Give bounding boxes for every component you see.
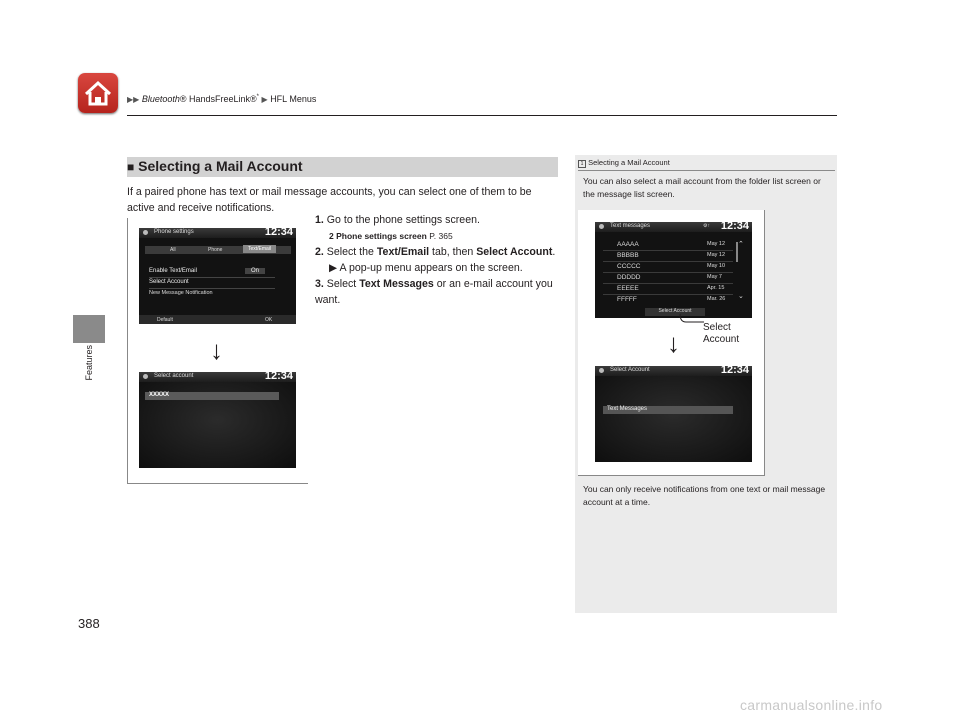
tab-phone[interactable]: Phone	[208, 247, 223, 253]
message-row[interactable]: CCCCC May 10	[603, 262, 733, 273]
back-icon[interactable]	[599, 224, 604, 229]
select-account-popup-screen	[595, 366, 752, 462]
settings-row-enable[interactable]: Enable Text/Email On	[149, 268, 275, 278]
side-note-divider	[578, 170, 835, 171]
message-row[interactable]: AAAAA May 12	[603, 240, 733, 251]
side-note-text-1: You can also select a mail account from the folder list screen or the message list screen.	[583, 176, 821, 199]
watermark: carmanualsonline.info	[740, 697, 883, 713]
section-title	[127, 158, 303, 174]
reference-link[interactable]: 2 Phone settings screen P. 365	[329, 231, 453, 241]
settings-row-notification[interactable]: New Message Notification	[149, 290, 213, 296]
breadcrumb-arrow-icon: ▶	[261, 95, 268, 104]
square-bullet-icon: ■	[127, 160, 135, 174]
breadcrumb-bluetooth[interactable]: Bluetooth	[141, 94, 180, 104]
select-account-callout: Select Account	[703, 322, 740, 345]
select-account-button[interactable]: Select Account	[645, 308, 705, 316]
ok-button[interactable]: OK	[265, 317, 273, 323]
clock: 12:34	[264, 372, 293, 382]
signal-icon: ⚙↑	[703, 223, 710, 229]
breadcrumb-arrow-icon: ▶▶	[127, 95, 140, 104]
page-number: 388	[78, 616, 100, 631]
step-2: 2. Select the Text/Email tab, then Select Account.	[315, 246, 556, 258]
note-marker-icon: 1	[578, 160, 586, 168]
message-row[interactable]: BBBBB May 12	[603, 251, 733, 262]
step-1: 1. Go to the phone settings screen.	[315, 214, 480, 226]
screen-title: Text messages	[610, 223, 651, 229]
scrollbar[interactable]	[736, 242, 738, 262]
breadcrumb	[127, 94, 316, 104]
steps-list	[315, 212, 565, 308]
default-button[interactable]: Default	[157, 317, 173, 323]
tab-text-email[interactable]: Text/Email	[243, 245, 276, 253]
phone-settings-screen	[139, 228, 296, 324]
ref-arrow-icon: 2	[329, 231, 334, 241]
back-icon[interactable]	[143, 374, 148, 379]
tab-all[interactable]: All	[170, 247, 176, 253]
screen-title: Select Account	[610, 367, 650, 373]
text-messages-option[interactable]: Text Messages	[603, 406, 733, 414]
account-item[interactable]: XXXXX	[145, 392, 279, 400]
screen-title: Phone settings	[154, 229, 194, 235]
header-divider	[127, 115, 837, 116]
sidebar-tab-marker	[73, 315, 105, 343]
clock: 12:34	[264, 228, 293, 238]
tab-bar	[145, 246, 291, 254]
breadcrumb-asterisk: *	[256, 94, 259, 100]
step-3: 3. Select Text Messages or an e-mail account you want.	[315, 278, 553, 306]
home-icon	[78, 73, 118, 113]
sidebar-tab-label: Features	[84, 345, 94, 381]
section-title-text: Selecting a Mail Account	[138, 158, 303, 174]
result-arrow-icon: ▶	[329, 262, 338, 274]
breadcrumb-hfl-menus[interactable]: HFL Menus	[270, 94, 317, 104]
back-icon[interactable]	[599, 368, 604, 373]
side-note-heading: 1 Selecting a Mail Account	[578, 158, 670, 168]
settings-row-select-account[interactable]: Select Account	[149, 279, 275, 289]
clock: 12:34	[720, 222, 749, 232]
message-row[interactable]: FFFFF Mar. 26	[617, 296, 726, 303]
breadcrumb-handsfreelink[interactable]: ® HandsFreeLink®	[179, 94, 257, 104]
down-arrow-icon: ↓	[210, 335, 223, 365]
down-arrow-icon: ↓	[667, 328, 680, 358]
callout-line	[676, 312, 706, 332]
scroll-down-icon[interactable]: ⌄	[738, 293, 744, 300]
scroll-up-icon[interactable]: ⌃	[738, 241, 744, 248]
message-row[interactable]: EEEEE Apr. 15	[603, 284, 733, 295]
screen-footer	[139, 315, 296, 324]
screen-title: Select account	[154, 373, 194, 379]
intro-paragraph: If a paired phone has text or mail message accounts, you can select one of them to be active and receive notifications.	[127, 186, 532, 214]
message-row[interactable]: DDDDD May 7	[603, 273, 733, 284]
step-2-result: ▶ A pop-up menu appears on the screen.	[329, 262, 523, 274]
text-messages-screen	[595, 222, 752, 318]
select-account-screen	[139, 372, 296, 468]
clock: 12:34	[720, 366, 749, 376]
side-note-text-2: You can only receive notifications from one text or mail message account at a time.	[583, 484, 826, 507]
back-icon[interactable]	[143, 230, 148, 235]
home-button[interactable]	[78, 73, 118, 113]
